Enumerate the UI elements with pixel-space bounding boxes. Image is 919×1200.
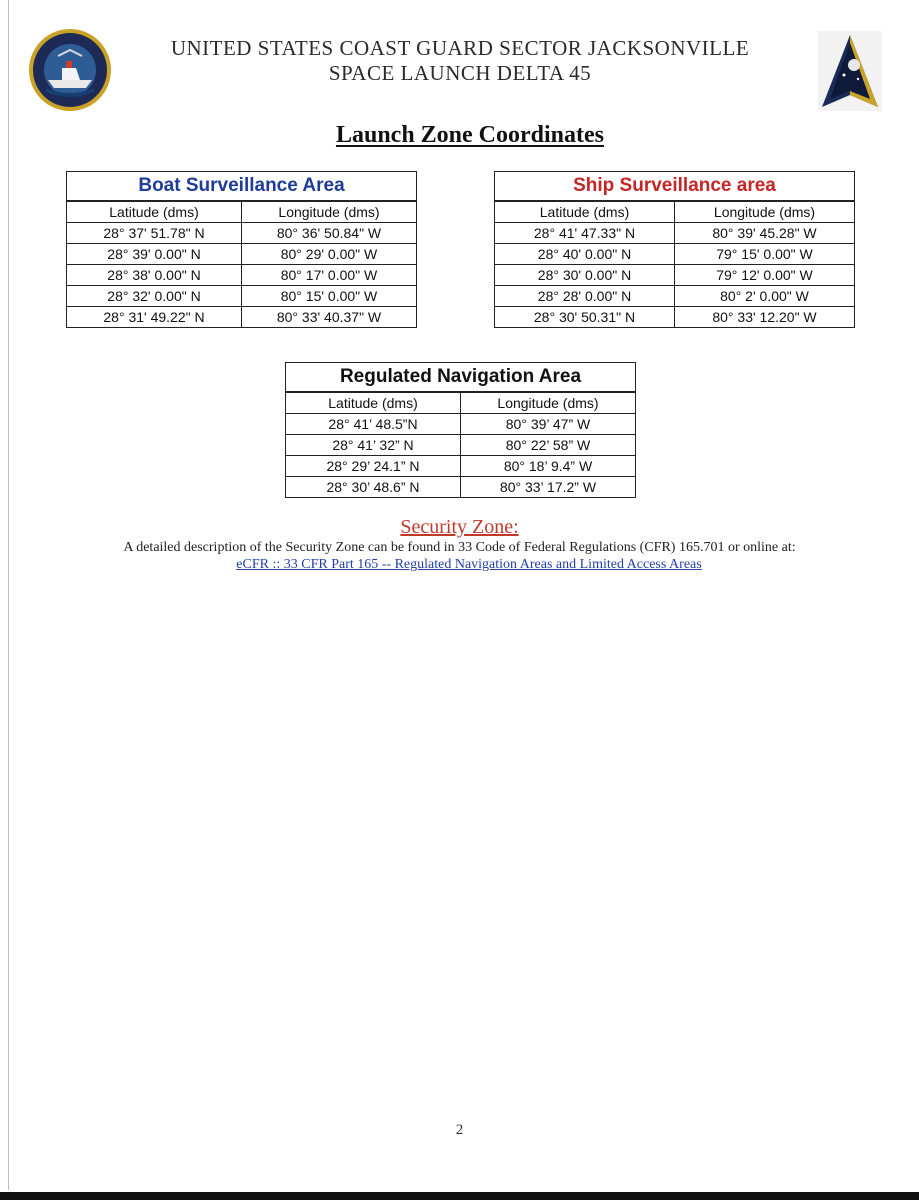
table-row xyxy=(67,307,417,328)
page-title-text: Launch Zone Coordinates xyxy=(335,122,605,148)
latitude-cell: 28° 32' 0.00" N xyxy=(67,286,242,307)
table-row xyxy=(67,223,417,244)
latitude-cell: 28° 41’ 48.5”N xyxy=(286,414,461,435)
security-zone-heading xyxy=(0,516,919,539)
security-zone-heading-text: Security Zone: xyxy=(400,516,519,538)
longitude-cell: 79° 15' 0.00" W xyxy=(675,244,855,265)
header-unit: SPACE LAUNCH DELTA 45 xyxy=(328,61,592,85)
longitude-cell: 80° 18’ 9.4” W xyxy=(461,456,636,477)
table-row xyxy=(286,435,636,456)
ship-table-title: Ship Surveillance area xyxy=(495,172,855,202)
longitude-cell: 79° 12' 0.00" W xyxy=(675,265,855,286)
column-header: Longitude (dms) xyxy=(242,201,417,223)
column-header: Longitude (dms) xyxy=(461,392,636,414)
table-row xyxy=(286,456,636,477)
longitude-cell: 80° 15' 0.00" W xyxy=(242,286,417,307)
boat-table-title: Boat Surveillance Area xyxy=(67,172,417,202)
longitude-cell: 80° 33’ 17.2” W xyxy=(461,477,636,498)
boat-surveillance-table xyxy=(66,171,417,328)
column-header: Longitude (dms) xyxy=(675,201,855,223)
column-header: Latitude (dms) xyxy=(286,392,461,414)
longitude-cell: 80° 36' 50.84" W xyxy=(242,223,417,244)
security-zone-description: A detailed description of the Security Zone can be found in 33 Code of Federal Regulations (CFR) 165.701 or online at: xyxy=(123,540,796,555)
page-edge-rule xyxy=(8,0,9,1190)
latitude-cell: 28° 40' 0.00" N xyxy=(495,244,675,265)
latitude-cell: 28° 39' 0.00" N xyxy=(67,244,242,265)
latitude-cell: 28° 30' 50.31" N xyxy=(495,307,675,328)
latitude-cell: 28° 28' 0.00" N xyxy=(495,286,675,307)
latitude-cell: 28° 30’ 48.6” N xyxy=(286,477,461,498)
page-number: 2 xyxy=(455,1122,464,1138)
table-row xyxy=(67,286,417,307)
longitude-cell: 80° 39’ 47” W xyxy=(461,414,636,435)
space-launch-delta-icon xyxy=(818,31,882,111)
header xyxy=(130,36,790,86)
page-title xyxy=(0,122,919,149)
latitude-cell: 28° 31' 49.22" N xyxy=(67,307,242,328)
column-header: Latitude (dms) xyxy=(67,201,242,223)
coast-guard-seal-icon xyxy=(28,28,112,112)
ship-surveillance-table xyxy=(494,171,855,328)
latitude-cell: 28° 41’ 32” N xyxy=(286,435,461,456)
table-row xyxy=(286,414,636,435)
longitude-cell: 80° 22’ 58” W xyxy=(461,435,636,456)
column-header: Latitude (dms) xyxy=(495,201,675,223)
latitude-cell: 28° 37' 51.78" N xyxy=(67,223,242,244)
table-row xyxy=(67,265,417,286)
longitude-cell: 80° 33' 40.37" W xyxy=(242,307,417,328)
bottom-border-bar xyxy=(0,1192,919,1200)
header-organization: UNITED STATES COAST GUARD SECTOR JACKSONVILLE xyxy=(170,36,750,60)
longitude-cell: 80° 29' 0.00" W xyxy=(242,244,417,265)
latitude-cell: 28° 38' 0.00" N xyxy=(67,265,242,286)
nav-table-title: Regulated Navigation Area xyxy=(286,363,636,393)
longitude-cell: 80° 33' 12.20" W xyxy=(675,307,855,328)
longitude-cell: 80° 2' 0.00" W xyxy=(675,286,855,307)
latitude-cell: 28° 41' 47.33" N xyxy=(495,223,675,244)
table-row xyxy=(495,244,855,265)
table-row xyxy=(495,223,855,244)
table-row xyxy=(286,477,636,498)
latitude-cell: 28° 30' 0.00" N xyxy=(495,265,675,286)
table-row xyxy=(67,244,417,265)
longitude-cell: 80° 17' 0.00" W xyxy=(242,265,417,286)
latitude-cell: 28° 29’ 24.1” N xyxy=(286,456,461,477)
table-row xyxy=(495,307,855,328)
ecfr-link[interactable]: eCFR :: 33 CFR Part 165 -- Regulated Navigation Areas and Limited Access Areas xyxy=(236,557,702,572)
table-row xyxy=(495,265,855,286)
regulated-navigation-table xyxy=(285,362,636,498)
table-row xyxy=(495,286,855,307)
security-zone-link-line xyxy=(0,557,919,573)
longitude-cell: 80° 39' 45.28" W xyxy=(675,223,855,244)
